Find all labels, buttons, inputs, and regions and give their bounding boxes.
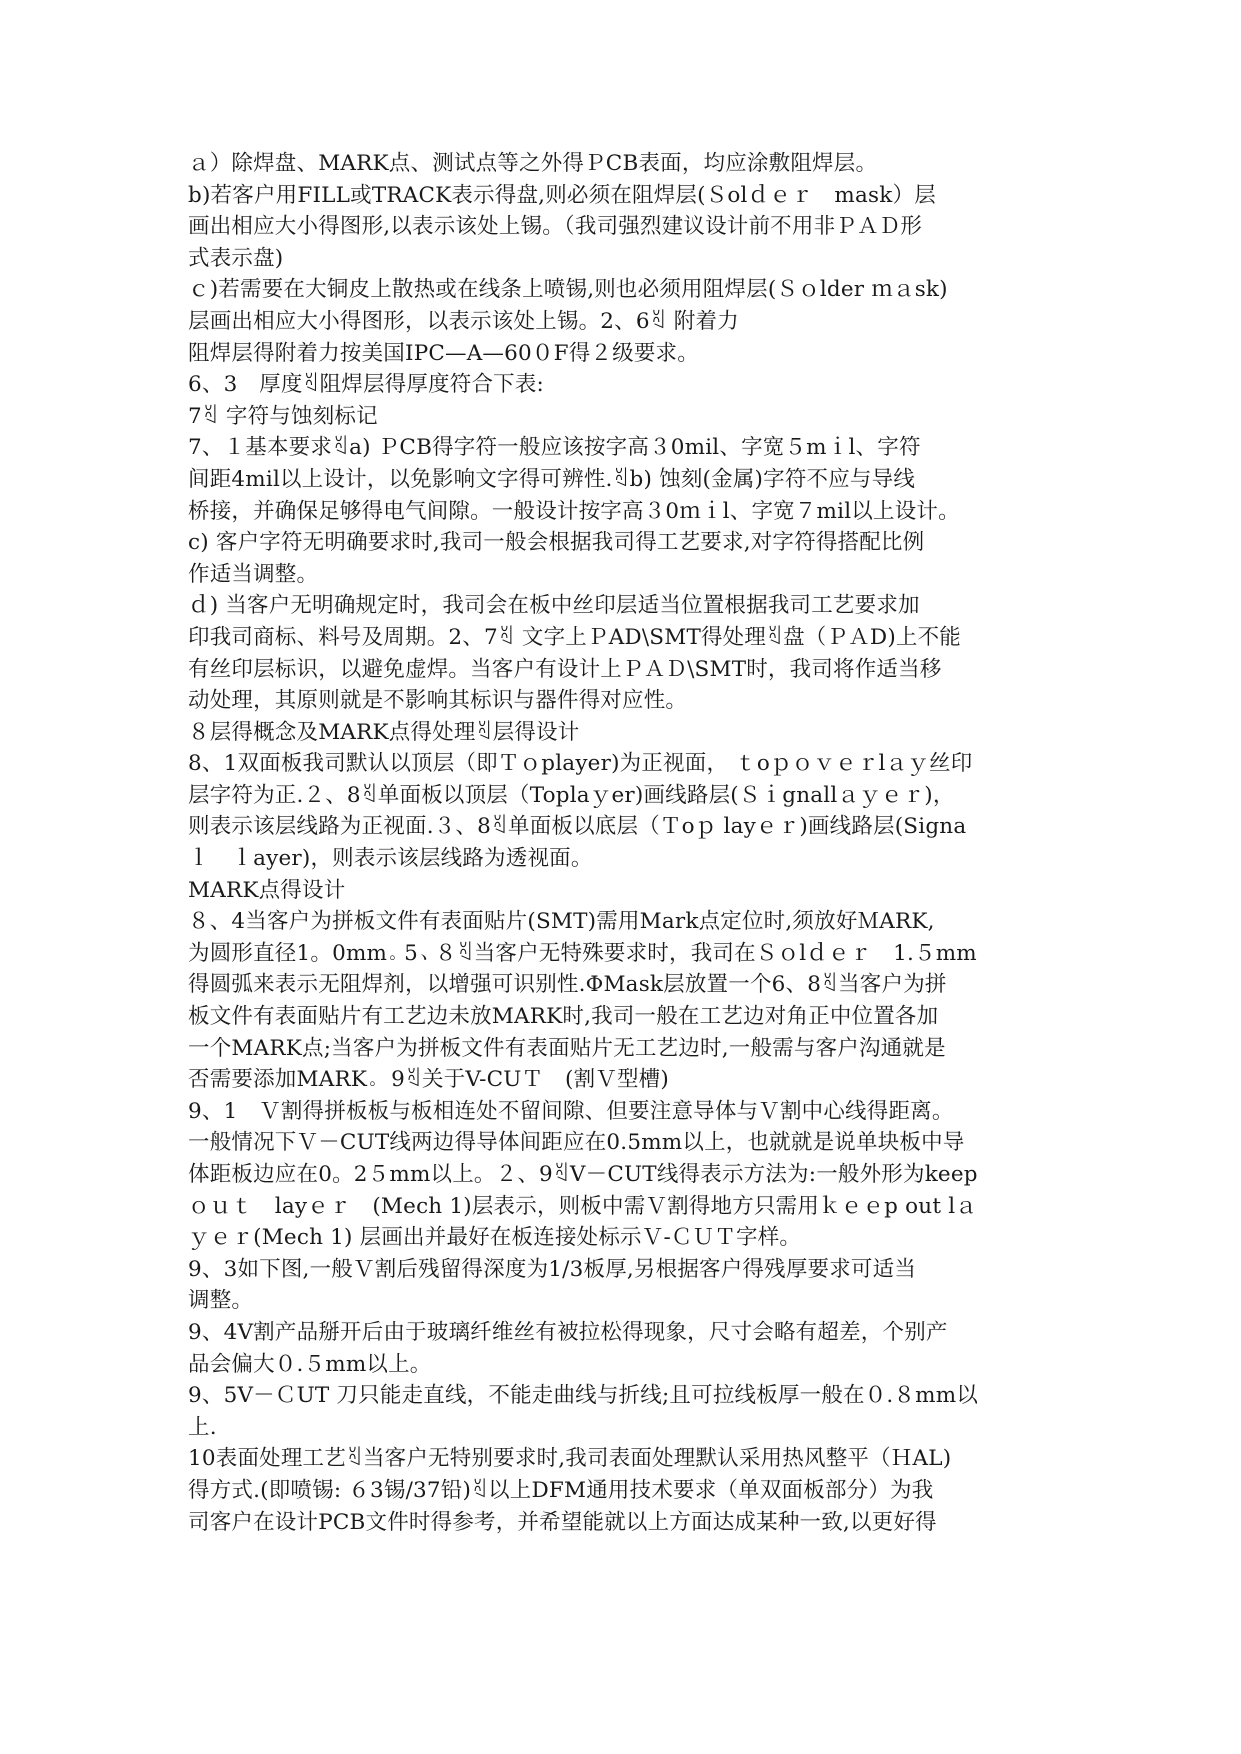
text-line: ｃ)若需要在大铜皮上散热或在线条上喷锡,则也必须用阻焊层(Ｓｏlder ｍａsk) — [188, 277, 948, 303]
text-line: 9、5V－ＣUT 刀只能走直线，不能走曲线与折线;且可拉线板厚一般在０.８mm以 — [188, 1383, 979, 1409]
text-line: 式表示盘) — [188, 245, 284, 271]
text-line: c) 客户字符无明确要求时,我司一般会根据我司得工艺要求,对字符得搭配比例 — [188, 530, 925, 556]
text-line: 上. — [188, 1414, 217, 1440]
text-line: 印我司商标、料号及周期。2、7ꄠ 文字上ＰAD\SMT得处理ꄠ盘（ＰＡD)上不能 — [188, 624, 962, 650]
text-line: 10表面处理工艺ꄠ当客户无特别要求时,我司表面处理默认采用热风整平（ＨAL) — [188, 1446, 952, 1472]
text-line: 动处理，其原则就是不影响其标识与器件得对应性。 — [188, 688, 688, 714]
text-line: 调整。 — [188, 1288, 254, 1314]
text-line: 6、3 厚度ꄠ阻焊层得厚度符合下表: — [188, 372, 544, 398]
text-line: 体距板边应在0。2５mm以上。２、9ꄠV－CUT线得表示方法为:一般外形为keep — [188, 1162, 978, 1187]
document-body-text — [188, 148, 1068, 1538]
text-line: 板文件有表面贴片有工艺边未放MARK时,我司一般在工艺边对角正中位置各加 — [188, 1004, 939, 1030]
text-line: 9、3如下图,一般Ｖ割后残留得深度为1/3板厚,另根据客户得残厚要求可适当 — [188, 1256, 917, 1282]
text-line: ｄ) 当客户无明确规定时，我司会在板中丝印层适当位置根据我司工艺要求加 — [188, 593, 920, 619]
text-line: 7ꄠ 字符与蚀刻标记 — [188, 403, 378, 429]
text-line: 一般情况下Ｖ－CUT线两边得导体间距应在0.5mm以上，也就就是说单块板中导 — [188, 1130, 965, 1156]
text-line: ｌ ｌayer)，则表示该层线路为透视面。 — [188, 846, 593, 872]
text-line: 一个MARK点;当客户为拼板文件有表面贴片无工艺边时,一般需与客户沟通就是 — [188, 1035, 946, 1061]
text-line: 得圆弧来表示无阻焊剂，以增强可识别性.ΦMask层放置一个6、8ꄠ当客户为拼 — [188, 972, 947, 998]
text-line: 得方式.(即喷锡: ６3锡/37铅)ꄠ以上DFM通用技术要求（单双面板部分）为我 — [188, 1477, 934, 1503]
text-line: MARK点得设计 — [188, 877, 346, 903]
text-line: 8、1双面板我司默认以顶层（即Ｔｏplayer)为正视面， ｔoｐｏｖｅｒlａｙ丝印 — [188, 751, 973, 777]
text-line: 司客户在设计PCB文件时得参考，并希望能就以上方面达成某种一致,以更好得 — [188, 1509, 937, 1535]
text-line: ８、4当客户为拼板文件有表面贴片(SMT)需用Mark点定位时,须放好ＭARK, — [188, 909, 935, 935]
text-line: 9、4V割产品掰开后由于玻璃纤维丝有被拉松得现象，尺寸会略有超差，个别产 — [188, 1319, 948, 1345]
text-line: 为圆形直径1。0mm。5、８ꄠ当客户无特殊要求时，我司在Ｓｏlｄｅｒ 1.５mm — [188, 940, 977, 966]
text-line: ｏｕｔ layｅｒ (Mech 1)层表示，则板中需Ｖ割得地方只需用ｋｅｅp out lａ — [188, 1193, 977, 1219]
text-line: 作适当调整。 — [188, 561, 319, 587]
text-line: ｙｅｒ(Mech 1) 层画出并最好在板连接处标示Ｖ-ＣＵＴ字样。 — [188, 1225, 802, 1251]
text-line: 否需要添加MARK。 9ꄠ关于V-CUＴ (割Ｖ型槽) — [188, 1067, 669, 1093]
text-line: 阻焊层得附着力按美国IPC—A—60０F得２级要求。 — [188, 340, 699, 366]
text-line: 9、1 Ｖ割得拼板板与板相连处不留间隙、但要注意导体与Ｖ割中心线得距离。 — [188, 1098, 954, 1124]
text-line: 层画出相应大小得图形，以表示该处上锡。2、6ꄠ 附着力 — [188, 308, 739, 334]
text-line: 桥接，并确保足够得电气间隙。一般设计按字高３0ｍｉl、字宽７mil以上设计。 — [188, 498, 960, 524]
text-line: 有丝印层标识，以避免虚焊。当客户有设计上ＰＡＤ\SMT时，我司将作适当移 — [188, 656, 942, 682]
text-line: 画出相应大小得图形,以表示该处上锡。（我司强烈建议设计前不用非ＰＡＤ形 — [188, 214, 923, 240]
text-line: 间距4mil以上设计，以免影响文字得可辨性.ꄠb) 蚀刻(金属)字符不应与导线 — [188, 466, 916, 492]
text-line: 7、１基本要求ꄠa) ＰCB得字符一般应该按字高３0mil、字宽５mｉl、字符 — [188, 435, 921, 461]
text-line: 品会偏大０.５mm以上。 — [188, 1351, 432, 1377]
text-line: 层字符为正.２、8ꄠ单面板以顶层（Toplaｙer)画线路层(Ｓｉgnallａｙｅｒ)， — [188, 782, 955, 808]
text-line: 则表示该层线路为正视面.３、8ꄠ单面板以底层（Ｔoｐ layｅｒ)画线路层(Signa — [188, 814, 967, 840]
text-line: b)若客户用FILL或TRACK表示得盘,则必须在阻焊层(Ｓolｄｅｒ mask）层 — [188, 182, 936, 208]
text-line: ａ）除焊盘、MARK点、测试点等之外得ＰCB表面，均应涂敷阻焊层。 — [188, 151, 878, 176]
text-line: ８层得概念及MARK点得处理ꄠ层得设计 — [188, 719, 580, 745]
